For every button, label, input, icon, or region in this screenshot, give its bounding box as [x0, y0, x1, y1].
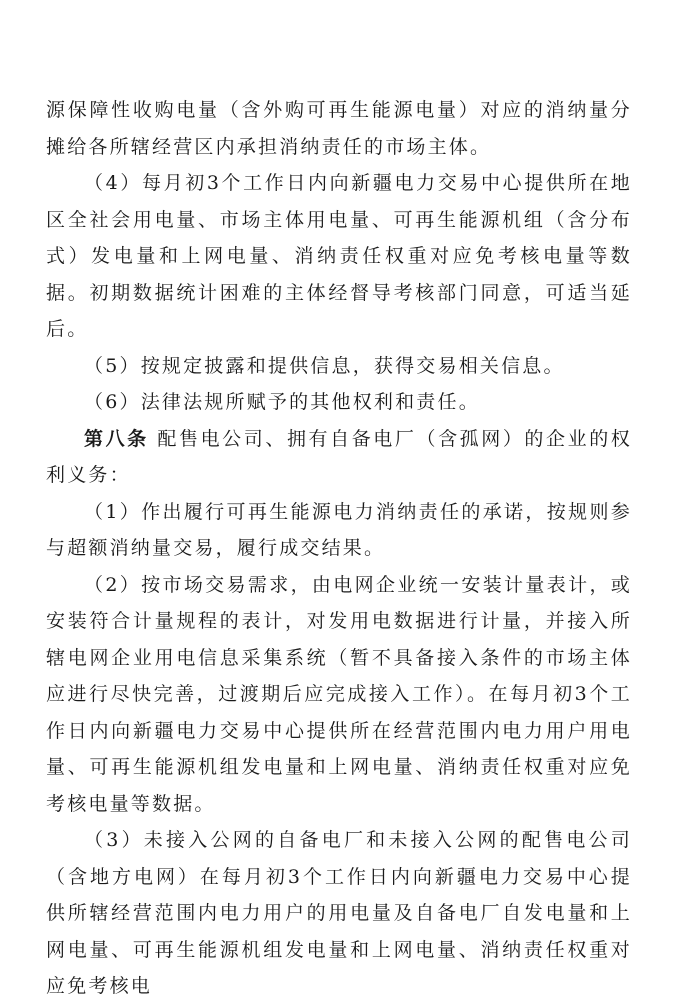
- paragraph-item-2: [46, 567, 632, 823]
- paragraph-item-1: [46, 494, 632, 567]
- paragraph-text: （6）法律法规所赋予的其他权利和责任。: [84, 391, 480, 413]
- paragraph-text: （5）按规定披露和提供信息，获得交易相关信息。: [84, 354, 565, 377]
- article-heading: 第八条: [84, 427, 149, 450]
- document-body: [46, 92, 632, 1005]
- paragraph-item-6: [46, 384, 632, 421]
- paragraph-continuation: [46, 92, 632, 165]
- paragraph-item-3: [46, 822, 632, 1005]
- article-eight: [46, 421, 632, 494]
- paragraph-item-4: [46, 165, 632, 348]
- paragraph-text: 源保障性收购电量（含外购可再生能源电量）对应的消纳量分摊给各所辖经营区内承担消纳责任的市场主体。: [46, 99, 632, 158]
- paragraph-text: （4）每月初3个工作日内向新疆电力交易中心提供所在地区全社会用电量、市场主体用电量、可再生能源机组（含分布式）发电量和上网电量、消纳责任权重对应免考核电量等数据。初期数据统计困难的主体经督导考核部门同意，可适当延后。: [46, 172, 632, 340]
- paragraph-text: （2）按市场交易需求，由电网企业统一安装计量表计，或安装符合计量规程的表计，对发用电数据进行计量，并接入所辖电网企业用电信息采集系统（暂不具备接入条件的市场主体应进行尽快完善，过渡期后应完成接入工作）。在每月初3个工作日内向新疆电力交易中心提供所在经营范围内电力用户用电量、可再生能源机组发电量和上网电量、消纳责任权重对应免考核电量等数据。: [46, 573, 632, 815]
- paragraph-item-5: [46, 348, 632, 385]
- paragraph-text: （3）未接入公网的自备电厂和未接入公网的配售电公司（含地方电网）在每月初3个工作日内向新疆电力交易中心提供所辖经营范围内电力用户的用电量及自备电厂自发电量和上网电量、可再生能源机组发电量和上网电量、消纳责任权重对应免考核电: [46, 829, 632, 997]
- paragraph-text: 配售电公司、拥有自备电厂（含孤网）的企业的权利义务：: [46, 427, 632, 486]
- paragraph-text: （1）作出履行可再生能源电力消纳责任的承诺，按规则参与超额消纳量交易，履行成交结果。: [46, 500, 632, 559]
